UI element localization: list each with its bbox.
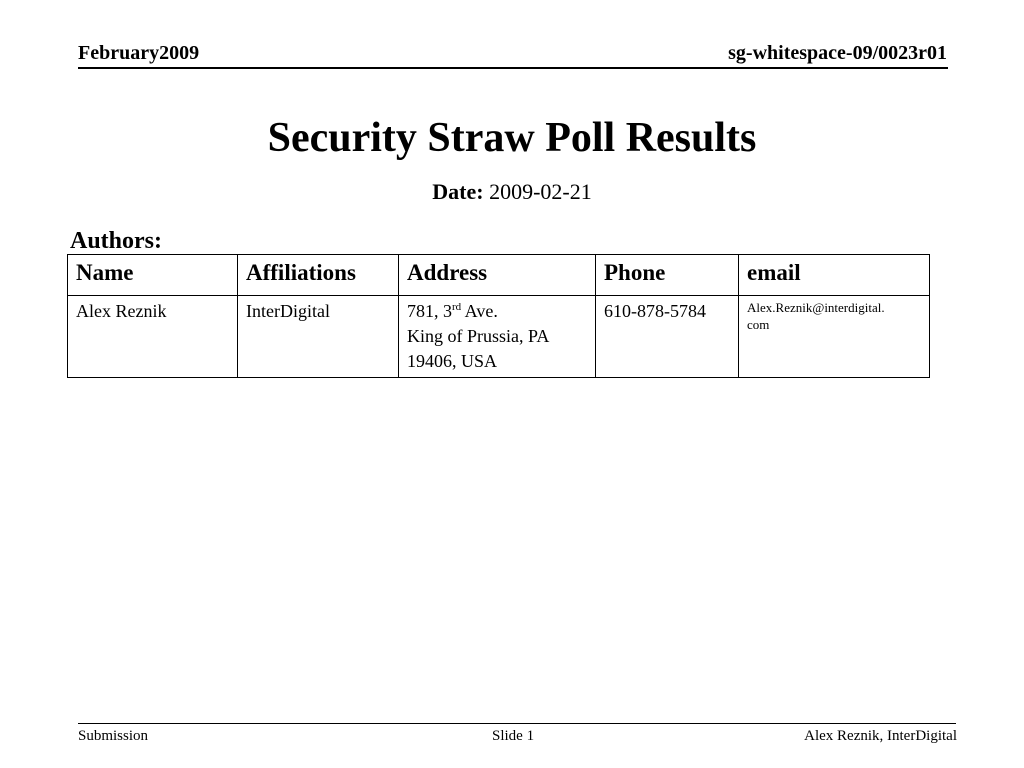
address-line-1	[407, 299, 587, 324]
footer-divider	[78, 723, 956, 724]
address-line-3: 19406, USA	[407, 351, 498, 371]
address-street-name: Ave.	[461, 301, 498, 321]
footer-submission: Submission	[78, 728, 149, 744]
column-header-address: Address	[399, 255, 596, 296]
authors-table	[67, 254, 930, 378]
footer-author: Alex Reznik, InterDigital	[804, 728, 957, 744]
header-divider	[78, 67, 948, 69]
table-row	[68, 296, 930, 378]
authors-label: Authors:	[70, 228, 163, 254]
email-line-1: Alex.Reznik@interdigital.	[747, 300, 885, 315]
address-street-number: 781, 3	[407, 301, 452, 321]
table-header-row	[68, 255, 930, 296]
date-value: 2009-02-21	[489, 179, 592, 204]
author-affiliation: InterDigital	[238, 296, 399, 378]
column-header-name: Name	[68, 255, 238, 296]
header-doc-number: sg-whitespace-09/0023r01	[728, 42, 947, 64]
column-header-phone: Phone	[596, 255, 739, 296]
column-header-affiliations: Affiliations	[238, 255, 399, 296]
date-label: Date:	[432, 179, 484, 204]
author-email	[739, 296, 930, 378]
column-header-email: email	[739, 255, 930, 296]
footer-slide-number: Slide 1	[492, 728, 535, 744]
email-line-2: com	[747, 317, 770, 332]
header-date: February2009	[78, 42, 200, 64]
author-address	[399, 296, 596, 378]
author-phone: 610-878-5784	[596, 296, 739, 378]
slide-title: Security Straw Poll Results	[267, 115, 757, 161]
author-name: Alex Reznik	[68, 296, 238, 378]
address-line-2: King of Prussia, PA	[407, 326, 550, 346]
date-line	[0, 177, 1024, 207]
address-ordinal-suffix: rd	[452, 301, 462, 313]
